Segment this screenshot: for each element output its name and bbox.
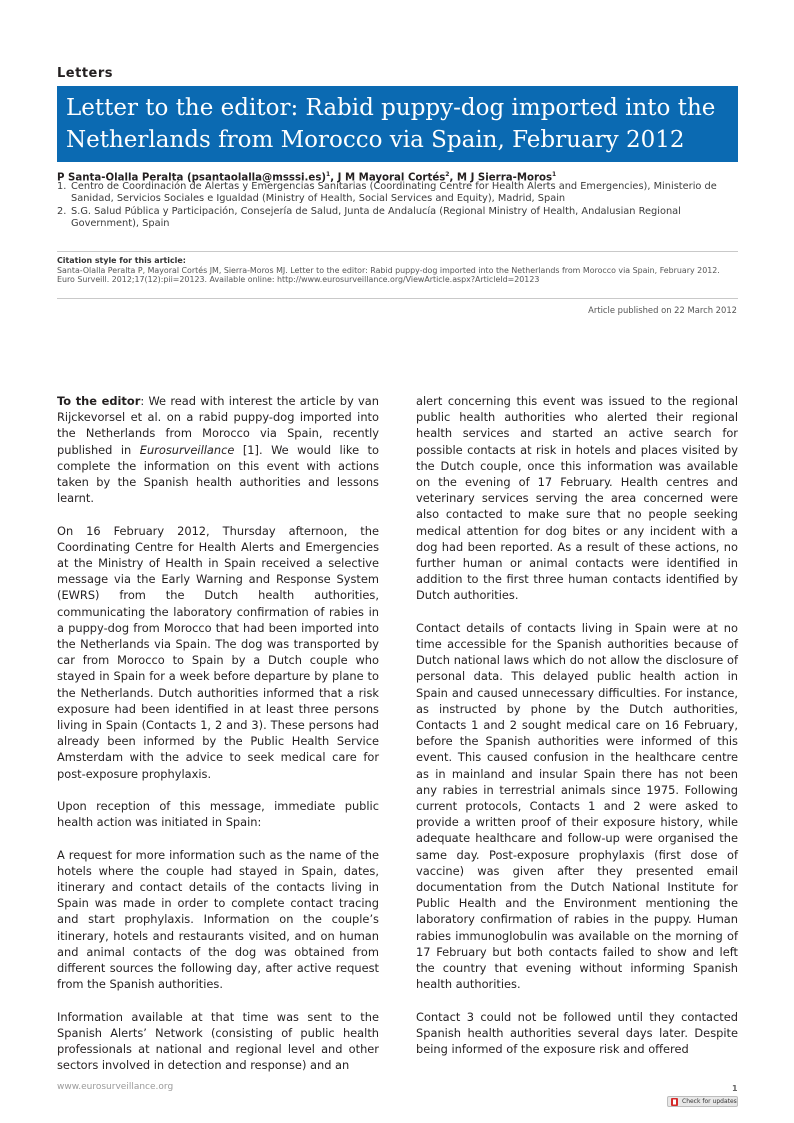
affiliation-text: Centro de Coordinación de Alertas y Emergencias Sanitarias (Coordinating Centre for Health Alerts and Emergencies), Ministerio de Sanidad, Servicios Sociales e Igualdad (Ministry of Health, Social Services and Equity), Madrid, Spain	[71, 181, 717, 205]
author-affil-ref: 2	[445, 171, 450, 178]
affiliation-number: 2.	[57, 205, 67, 217]
article-title: Letter to the editor: Rabid puppy-dog imported into the Netherlands from Morocco via Spain, February 2012	[57, 86, 738, 162]
page-number: 1	[732, 1084, 738, 1093]
affiliation-item	[57, 206, 747, 231]
author-name: J M Mayoral Cortés	[337, 172, 446, 184]
check-for-updates-button[interactable]	[667, 1096, 738, 1107]
crossmark-icon	[671, 1098, 678, 1106]
body-column-right	[416, 393, 738, 1073]
author-name: M J Sierra-Moros	[456, 172, 553, 184]
affiliation-item	[57, 181, 747, 206]
affiliation-text: S.G. Salud Pública y Participación, Consejería de Salud, Junta de Andalucía (Regional Ministry of Health, Andalusian Regional Government), Spain	[71, 205, 681, 229]
body-paragraph: Contact 3 could not be followed until they contacted Spanish health authorities several days later. Despite being informed of the exposure risk and offered	[416, 1009, 738, 1057]
check-for-updates-label: Check for updates	[682, 1098, 737, 1105]
salutation: To the editor	[57, 394, 141, 408]
journal-name: Eurosurveillance	[139, 442, 235, 457]
author-list: P Santa-Olalla Peralta (psantaolalla@msssi.es)$^1$, J M Mayoral Cortés$^2$, M J Sierra-Moros$^1$	[57, 171, 557, 184]
body-paragraph: To the editor: We read with interest the article by van Rijckevorsel et al. on a rabid puppy-dog imported into the Netherlands from Morocco via Spain, recently published in Eurosurveillance [1]. We would like to complete the information on this event with actions taken by the Spanish health authorities and lessons learnt.	[57, 394, 379, 506]
body-paragraph: Information available at that time was sent to the Spanish Alerts’ Network (consisting of public health professionals at national and regional level and other sectors involved in detection and response) and an	[57, 1009, 379, 1073]
citation-block	[57, 256, 738, 285]
body-paragraph: A request for more information such as the name of the hotels where the couple had stayed in Spain, dates, itinerary and contact details of the contacts living in Spain was made in order to complete contact tracing and start prophylaxis. Information on the couple’s itinerary, hotels and restaurants visited, and on human and animal contacts of the dog was obtained from different sources the following day, after active request from the Spanish authorities.	[57, 847, 379, 992]
body-paragraph: On 16 February 2012, Thursday afternoon, the Coordinating Centre for Health Alerts and Emergencies at the Ministry of Health in Spain received a selective message via the Early Warning and Response System (EWRS) from the Dutch health authorities, communicating the laboratory confirmation of rabies in a puppy-dog from Morocco that had been imported into the Netherlands via Spain. The dog was transported by car from Morocco to Spain by a Dutch couple who stayed in Spain for a week before departure by plane to the Netherlands. Dutch authorities informed that a risk exposure had been identified in at least three persons living in Spain (Contacts 1, 2 and 3). These persons had already been informed by the Public Health Service Amsterdam with the advice to seek medical care for post-exposure prophylaxis.	[57, 523, 379, 781]
author-affil-ref: 1	[552, 171, 557, 178]
affiliation-number: 1.	[57, 181, 67, 192]
affiliation-list	[57, 181, 747, 230]
body-column-left	[57, 393, 379, 1090]
body-paragraph: alert concerning this event was issued to the regional public health authorities who alerted their regional health services and started an active search for possible contacts at risk in hotels and places visited by the Dutch couple, once this information was available on the evening of 17 February. Health centres and veterinary services serving the area concerned were also contacted to make sure that no people seeking medical attention for dog bites or any incident with a dog had been reported. As a result of these actions, no further human or animal contacts were identified in addition to the first three human contacts identified by Dutch authorities.	[416, 394, 738, 603]
footer-url[interactable]: www.eurosurveillance.org	[57, 1082, 174, 1092]
author-name: P Santa-Olalla Peralta (psantaolalla@msssi.es)	[57, 172, 327, 184]
citation-reference: Santa-Olalla Peralta P, Mayoral Cortés JM, Sierra-Moros MJ. Letter to the editor: Rabid puppy-dog imported into the Netherlands from Morocco via Spain, February 2012.	[57, 265, 720, 275]
body-paragraph: Upon reception of this message, immediate public health action was initiated in Spain:	[57, 799, 379, 830]
citation-link[interactable]: Euro Surveill. 2012;17(12):pii=20123. Available online: http://www.eurosurveillance.org/ViewArticle.aspx?ArticleId=20123	[57, 275, 540, 285]
divider-bottom	[57, 298, 738, 299]
author-affil-ref: 1	[326, 171, 331, 178]
citation-heading: Citation style for this article:	[57, 256, 186, 265]
body-paragraph: Contact details of contacts living in Spain were at no time accessible for the Spanish authorities because of Dutch national laws which do not allow the disclosure of personal data. This delayed public health action in Spain and caused unnecessary difficulties. For instance, as instructed by phone by the Dutch authorities, Contacts 1 and 2 sought medical care on 16 February, before the Spanish authorities were informed of this event. This caused confusion in the healthcare centre as in mainland and insular Spain there has not been any rabies in terrestrial animals since 1975. Following current protocols, Contacts 1 and 2 were asked to provide a written proof of their exposure history, while adequate healthcare and follow-up were organised the same day. Post-exposure prophylaxis (first dose of vaccine) was given after they presented email documentation from the Dutch National Institute for Public Health and the Environment mentioning the laboratory confirmation of rabies in the puppy. Human rabies immunoglobulin was available on the morning of 17 February but both contacts failed to show and left the country that evening without informing Spanish health authorities.	[416, 620, 738, 992]
divider-top	[57, 251, 738, 252]
published-date: Article published on 22 March 2012	[588, 305, 737, 315]
section-label: Letters	[57, 66, 113, 81]
